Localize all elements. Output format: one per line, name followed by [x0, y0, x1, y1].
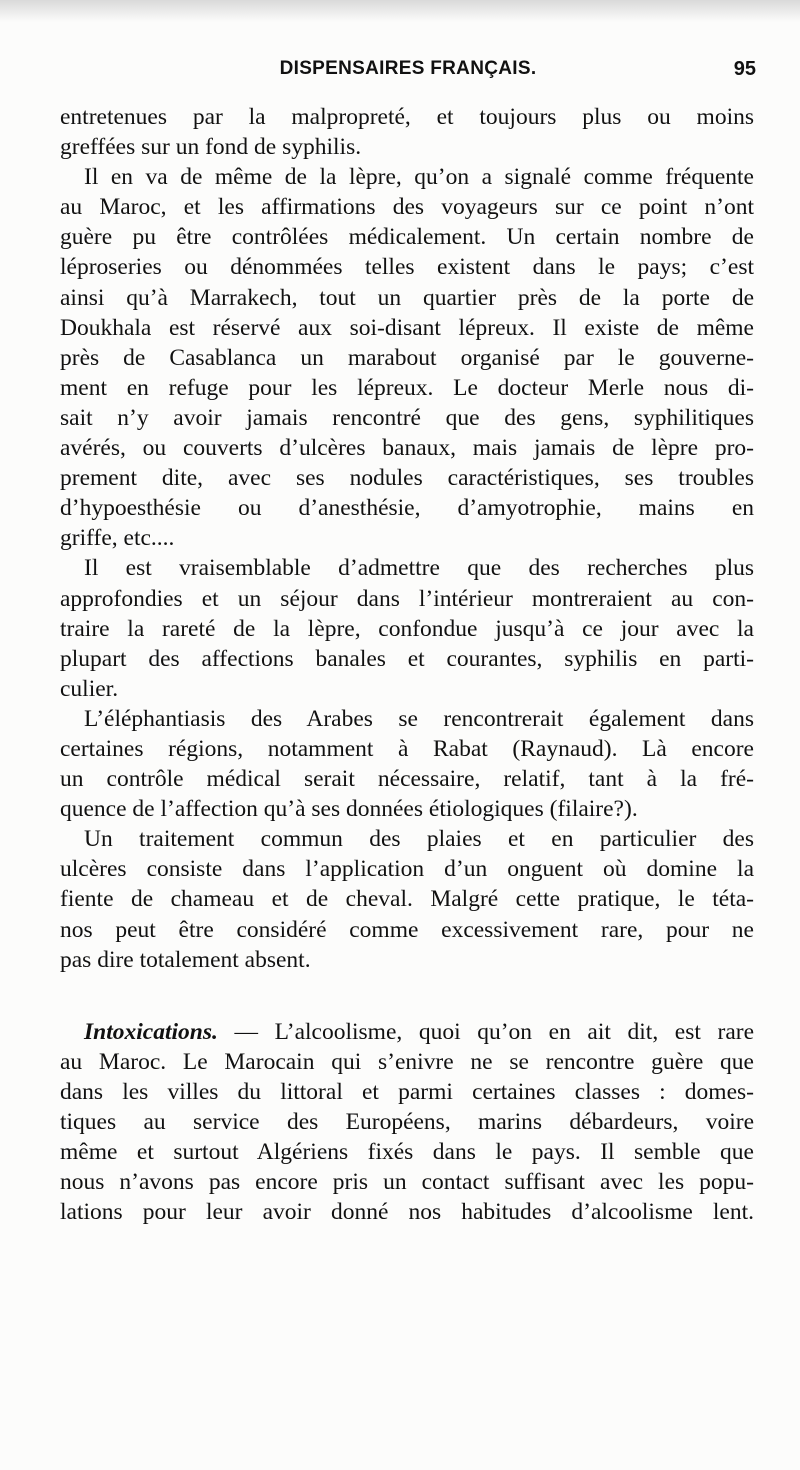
text-line: nous n’avons pas encore pris un contact suffisant avec les popu-: [60, 1169, 754, 1196]
text-line: traire la rareté de la lèpre, confondue jusqu’à ce jour avec la: [60, 615, 754, 642]
text-line: Il est vraisemblable d’admettre que des recherches plus: [84, 555, 754, 582]
text-line: L’éléphantiasis des Arabes se rencontrerait également dans: [84, 705, 754, 732]
text-line: greffées sur un fond de syphilis.: [60, 134, 362, 161]
text-line: prement dite, avec ses nodules caractéristiques, ses troubles: [60, 465, 754, 492]
text-line: approfondies et un séjour dans l’intérieur montreraient au con-: [60, 585, 754, 612]
text-line: ment en refuge pour les lépreux. Le docteur Merle nous di-: [60, 374, 754, 401]
text-line: même et surtout Algériens fixés dans le pays. Il semble que: [60, 1139, 754, 1166]
text-line: sait n’y avoir jamais rencontré que des gens, syphilitiques: [60, 404, 754, 431]
page-number: 95: [733, 58, 756, 80]
text-line: lations pour leur avoir donné nos habitudes d’alcoolisme lent.: [60, 1199, 754, 1226]
text-line: quence de l’affection qu’à ses données étiologiques (filaire?).: [60, 796, 638, 823]
text-line: plupart des affections banales et courantes, syphilis en parti-: [60, 645, 754, 672]
section-lead: Intoxications.: [84, 1018, 218, 1045]
text-line: guère pu être contrôlées médicalement. Un certain nombre de: [60, 224, 754, 251]
text-line: ulcères consiste dans l’application d’un onguent où domine la: [60, 856, 754, 883]
page-top-edge: [0, 0, 800, 22]
body-text: [60, 102, 754, 1227]
section-gap: [60, 975, 754, 1017]
text-line: avérés, ou couverts d’ulcères banaux, mais jamais de lèpre pro-: [60, 435, 754, 462]
text-line: près de Casablanca un marabout organisé par le gouverne-: [60, 344, 754, 371]
section-first-line: [60, 1017, 754, 1047]
text-line: un contrôle médical serait nécessaire, relatif, tant à la fré-: [60, 766, 754, 793]
text-line: ainsi qu’à Marrakech, tout un quartier près de la porte de: [60, 284, 754, 311]
text-line: léproseries ou dénommées telles existent dans le pays; c’est: [60, 254, 754, 281]
text-line: certaines régions, notamment à Rabat (Raynaud). Là encore: [60, 735, 754, 762]
running-title: DISPENSAIRES FRANÇAIS.: [279, 58, 537, 79]
text-line: au Maroc. Le Marocain qui s’enivre ne se rencontre guère que: [60, 1048, 754, 1075]
text-line: pas dire totalement absent.: [60, 946, 311, 973]
text-line: dans les villes du littoral et parmi certaines classes : domes-: [60, 1078, 754, 1105]
text-line: tiques au service des Européens, marins débardeurs, voire: [60, 1109, 754, 1135]
text-line: Il en va de même de la lèpre, qu’on a signalé comme fréquente: [84, 164, 754, 191]
section-first-line-text: — L’alcoolisme, quoi qu’on en ait dit, est rare: [234, 1018, 755, 1045]
text-line: entretenues par la malpropreté, et toujours plus ou moins: [60, 104, 754, 130]
text-line: au Maroc, et les affirmations des voyageurs sur ce point n’ont: [60, 194, 754, 221]
text-line: griffe, etc....: [60, 525, 175, 552]
text-line: fiente de chameau et de cheval. Malgré cette pratique, le téta-: [60, 886, 754, 913]
text-line: d’hypoesthésie ou d’anesthésie, d’amyotrophie, mains en: [60, 495, 754, 522]
text-line: Doukhala est réservé aux soi-disant lépreux. Il existe de même: [60, 314, 754, 341]
text-line: nos peut être considéré comme excessivement rare, pour ne: [60, 916, 754, 943]
running-head: [60, 58, 756, 88]
text-line: Un traitement commun des plaies et en particulier des: [84, 826, 754, 853]
text-line: culier.: [60, 675, 119, 702]
